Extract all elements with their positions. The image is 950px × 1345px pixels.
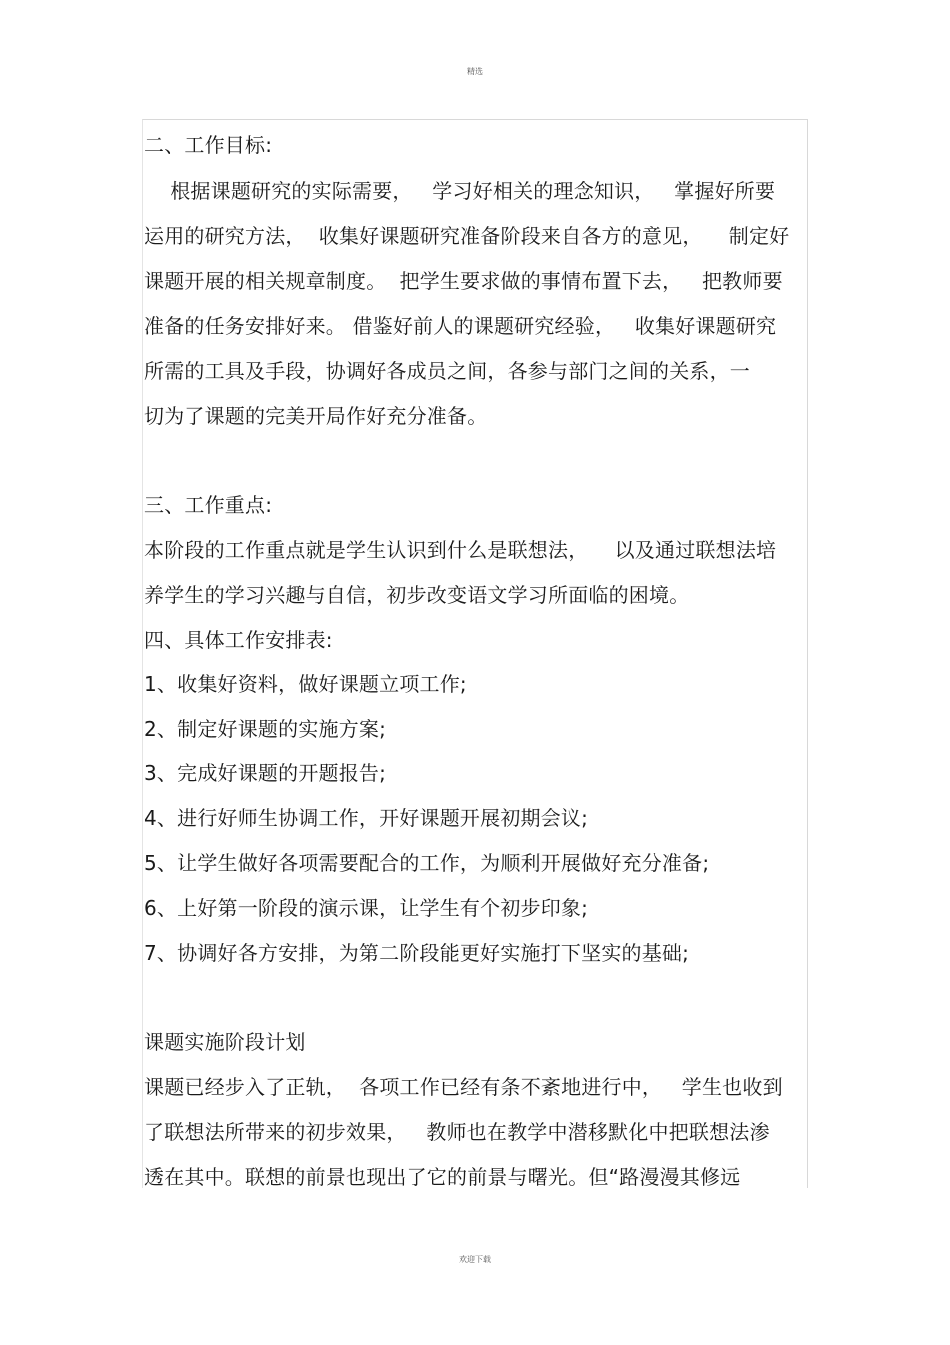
- paragraph-line: 透在其中。联想的前景也现出了它的前景与曙光。但“路漫漫其修远: [144, 1165, 741, 1189]
- paragraph-line: 课题开展的相关规章制度。 把学生要求做的事情布置下去， 把教师要: [144, 269, 783, 293]
- list-item: 7、协调好各方安排，为第二阶段能更好实施打下坚实的基础;: [144, 941, 690, 965]
- page-footer-mark: 欢迎下载: [459, 1255, 491, 1264]
- list-item: 3、完成好课题的开题报告;: [144, 761, 387, 785]
- paragraph-line: 本阶段的工作重点就是学生认识到什么是联想法， 以及通过联想法培: [144, 538, 777, 562]
- list-item: 5、让学生做好各项需要配合的工作，为顺利开展做好充分准备;: [144, 851, 710, 875]
- page-header-mark: 精选: [467, 67, 483, 76]
- paragraph-line: 了联想法所带来的初步效果， 教师也在教学中潜移默化中把联想法渗: [144, 1120, 770, 1144]
- section-heading-implementation: 课题实施阶段计划: [144, 1030, 306, 1054]
- paragraph-line: 所需的工具及手段，协调好各成员之间，各参与部门之间的关系，一: [144, 359, 750, 383]
- list-item: 6、上好第一阶段的演示课，让学生有个初步印象;: [144, 896, 589, 920]
- list-item: 1、收集好资料，做好课题立项工作;: [144, 672, 467, 696]
- section-heading-schedule: 四、具体工作安排表:: [144, 628, 333, 652]
- list-item: 2、制定好课题的实施方案;: [144, 717, 387, 741]
- list-item: 4、进行好师生协调工作，开好课题开展初期会议;: [144, 806, 589, 830]
- paragraph-line: 切为了课题的完美开局作好充分准备。: [144, 404, 488, 428]
- paragraph-line: 课题已经步入了正轨， 各项工作已经有条不紊地进行中， 学生也收到: [144, 1075, 783, 1099]
- paragraph-line: 运用的研究方法， 收集好课题研究准备阶段来自各方的意见， 制定好: [144, 224, 790, 248]
- paragraph-line: 根据课题研究的实际需要， 学习好相关的理念知识， 掌握好所要: [144, 179, 776, 203]
- paragraph-line: 准备的任务安排好来。 借鉴好前人的课题研究经验， 收集好课题研究: [144, 314, 777, 338]
- section-heading-goals: 二、工作目标:: [144, 133, 273, 157]
- paragraph-line: 养学生的学习兴趣与自信，初步改变语文学习所面临的困境。: [144, 583, 690, 607]
- section-heading-focus: 三、工作重点:: [144, 493, 273, 517]
